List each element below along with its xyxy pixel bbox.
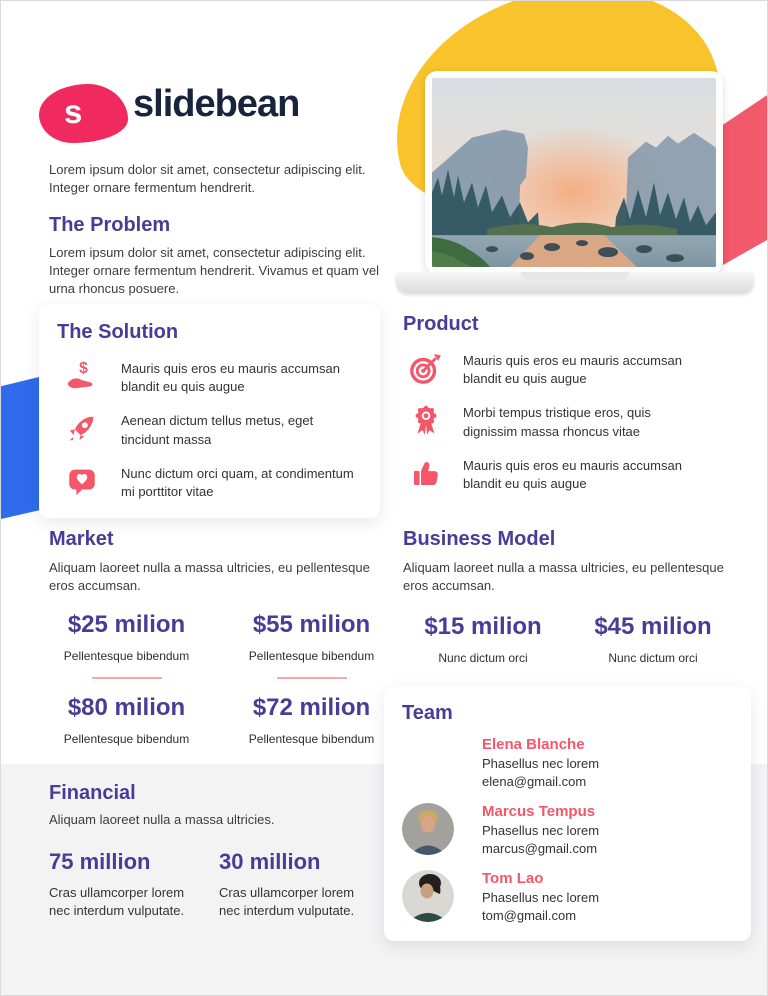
business-model-stats [403,613,743,665]
business-model-stat [573,613,733,665]
market-section [49,528,387,746]
team-title: Team [402,702,453,724]
hand-dollar-icon [63,357,101,395]
market-stats [49,611,387,746]
problem-title: The Problem [49,214,171,236]
problem-section [49,214,387,298]
product-item [403,349,745,388]
stat-label: Pellentesque bibendum [63,731,190,746]
brand-name: slidebean [133,83,300,125]
stat-value: $45 milion [594,612,712,640]
product-item-text: Mauris quis eros eu mauris accumsan blandit eu quis augue [463,457,682,491]
team-member [402,734,731,790]
laptop-base [396,272,754,293]
heart-message-icon [63,462,101,500]
financial-stat [219,849,389,920]
member-email: elena@gmail.com [482,773,587,789]
stat-label: Pellentesque bibendum [248,731,375,746]
product-section [403,313,745,506]
intro-section [49,161,387,197]
brand-logo [39,84,128,143]
team-member [402,801,731,857]
financial-title: Financial [49,782,136,804]
stat-value: $72 milion [252,693,371,721]
business-model-stat [403,613,563,665]
solution-item [57,409,362,448]
business-model-text: Aliquam laoreet nulla a massa ultricies, eu pellentesque eros accumsan. [403,560,724,593]
solution-item [57,357,362,396]
logo-letter: s [64,93,83,130]
target-icon [407,349,445,387]
stat-label: Cras ullamcorper lorem nec interdum vulputate. [219,884,355,919]
member-name: Tom Lao [482,869,544,887]
market-stat [234,694,389,746]
avatar [402,803,454,855]
stat-label: Cras ullamcorper lorem nec interdum vulputate. [49,884,185,919]
avatar-placeholder [402,736,454,788]
financial-section [49,782,394,920]
market-stat [49,694,204,746]
award-ribbon-icon [407,401,445,439]
laptop-notch [521,272,629,280]
stat-divider [92,677,162,679]
member-role: Phasellus nec lorem [482,889,600,905]
stat-label: Nunc dictum orci [608,650,698,665]
stat-label: Pellentesque bibendum [63,648,190,663]
team-section [384,687,751,941]
svg-text:$: $ [79,360,88,378]
team-list [402,734,731,924]
market-stat [234,611,389,694]
financial-stat [49,849,219,920]
member-email: tom@gmail.com [482,907,577,923]
problem-text: Lorem ipsum dolor sit amet, consectetur adipiscing elit. Integer ornare fermentum hendrerit. Vivamus et quam vel urna rhoncus posuere. [49,245,379,296]
product-item [403,401,745,440]
solution-section [39,304,380,518]
member-email: marcus@gmail.com [482,840,598,856]
member-role: Phasellus nec lorem [482,822,600,838]
solution-item-text: Nunc dictum orci quam, at condimentum mi porttitor vitae [121,465,354,499]
financial-text: Aliquam laoreet nulla a massa ultricies. [49,812,275,827]
market-stat [49,611,204,694]
stat-value: 75 million [49,848,151,874]
stat-value: $25 milion [67,610,186,638]
product-title: Product [403,313,479,335]
product-list [403,349,745,493]
product-item-text: Morbi tempus tristique eros, quis dignissim massa rhoncus vitae [463,405,651,439]
intro-text: Lorem ipsum dolor sit amet, consectetur adipiscing elit. Integer ornare fermentum hendrerit. [49,162,366,195]
landscape-photo-svg [432,78,716,267]
solution-list [57,357,362,501]
product-item [403,454,745,493]
stat-value: $55 milion [252,610,371,638]
stat-value: 30 million [219,848,321,874]
rocket-icon [63,409,101,447]
stat-value: $80 milion [67,693,186,721]
avatar [402,870,454,922]
landscape-photo [432,78,716,267]
team-member [402,868,731,924]
product-item-text: Mauris quis eros eu mauris accumsan blandit eu quis augue [463,353,682,387]
stat-label: Nunc dictum orci [438,650,528,665]
member-role: Phasellus nec lorem [482,755,600,771]
member-name: Elena Blanche [482,735,585,753]
stat-divider [277,677,347,679]
solution-title: The Solution [57,321,179,343]
financial-stats [49,849,394,920]
business-model-title: Business Model [403,528,556,550]
stat-label: Pellentesque bibendum [248,648,375,663]
stat-value: $15 milion [424,612,542,640]
thumbs-up-icon [407,454,445,492]
solution-item-text: Mauris quis eros eu mauris accumsan blandit eu quis augue [121,361,340,395]
solution-item [57,462,362,501]
business-model-section [403,528,743,665]
member-name: Marcus Tempus [482,802,596,820]
market-text: Aliquam laoreet nulla a massa ultricies, eu pellentesque eros accumsan. [49,560,370,593]
solution-item-text: Aenean dictum tellus metus, eget tincidunt massa [121,413,314,447]
market-title: Market [49,528,114,550]
laptop-mockup [425,71,723,274]
